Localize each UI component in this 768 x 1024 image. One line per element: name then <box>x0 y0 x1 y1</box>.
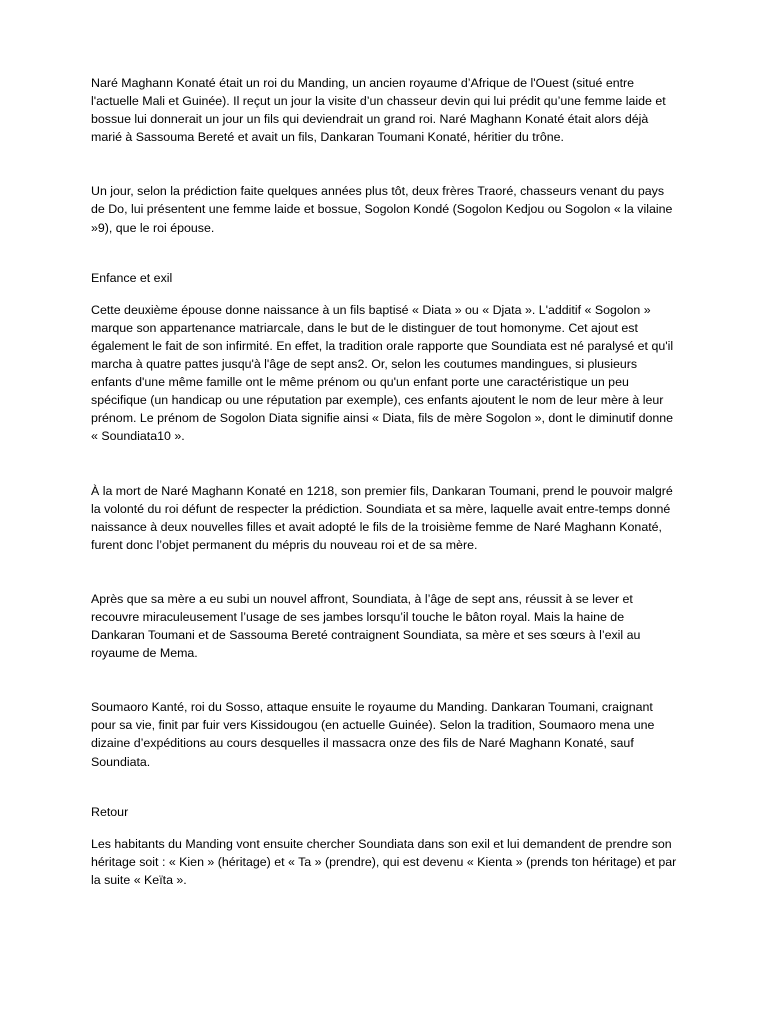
section-heading-enfance-et-exil: Enfance et exil <box>91 270 173 285</box>
paragraph-3: Cette deuxième épouse donne naissance à un fils baptisé « Diata » ou « Djata ». L'additif « Sogolon » marque son appartenance matriarcale, dans le but de le distinguer de tout homonyme. Cet ajout est également le fait de son infirmité. En effet, la tradition orale rapporte que Soundiata est né paralysé et qu'il marcha à quatre pattes jusqu'à l'âge de sept ans2. Or, selon les coutumes mandingues, si plusieurs enfants d'une même famille ont le même prénom ou qu'un enfant porte une caractéristique un peu spécifique (un handicap ou une réputation par exemple), ces enfants ajoutent le nom de leur mère à leur prénom. Le prénom de Sogolon Diata signifie ainsi « Diata, fils de mère Sogolon », dont le diminutif donne « Soundiata10 ». <box>91 302 674 444</box>
paragraph-5: Après que sa mère a eu subi un nouvel affront, Soundiata, à l’âge de sept ans, réussit à se lever et recouvre miraculeusement l’usage de ses jambes lorsqu’il touche le bâton royal. Mais la haine de Dankaran Toumani et de Sassouma Bereté contraignent Soundiata, sa mère et ses sœurs à l’exil au royaume de Mema. <box>91 591 641 661</box>
document-page <box>91 74 681 889</box>
section-heading-retour: Retour <box>91 804 129 819</box>
paragraph-6: Soumaoro Kanté, roi du Sosso, attaque ensuite le royaume du Manding. Dankaran Toumani, craignant pour sa vie, finit par fuir vers Kissidougou (en actuelle Guinée). Selon la tradition, Soumaoro mena une dizaine d’expéditions au cours desquelles il massacra onze des fils de Naré Maghann Konaté, sauf Soundiata. <box>91 700 655 769</box>
paragraph-4: À la mort de Naré Maghann Konaté en 1218, son premier fils, Dankaran Toumani, prend le pouvoir malgré la volonté du roi défunt de respecter la prédiction. Soundiata et sa mère, laquelle avait entre-temps donné naissance à deux nouvelles filles et avait adopté le fils de la troisième femme de Naré Maghann Konaté, furent donc l’objet permanent du mépris du nouveau roi et de sa mère. <box>91 483 673 552</box>
paragraph-1: Naré Maghann Konaté était un roi du Manding, un ancien royaume d’Afrique de l'Ouest (situé entre l'actuelle Mali et Guinée). Il reçut un jour la visite d’un chasseur devin qui lui prédit qu’une femme laide et bossue lui donnerait un jour un fils qui deviendrait un grand roi. Naré Maghann Konaté était alors déjà marié à Sassouma Bereté et avait un fils, Dankaran Toumani Konaté, héritier du trône. <box>91 76 666 145</box>
paragraph-7: Les habitants du Manding vont ensuite chercher Soundiata dans son exil et lui demandent de prendre son héritage soit : « Kien » (héritage) et « Ta » (prendre), qui est devenu « Kienta » (prends ton héritage) et par la suite « Keïta ». <box>91 836 677 887</box>
paragraph-2: Un jour, selon la prédiction faite quelques années plus tôt, deux frères Traoré, chasseurs venant du pays de Do, lui présentent une femme laide et bossue, Sogolon Kondé (Sogolon Kedjou ou Sogolon « la vilaine »9), que le roi épouse. <box>91 184 673 235</box>
